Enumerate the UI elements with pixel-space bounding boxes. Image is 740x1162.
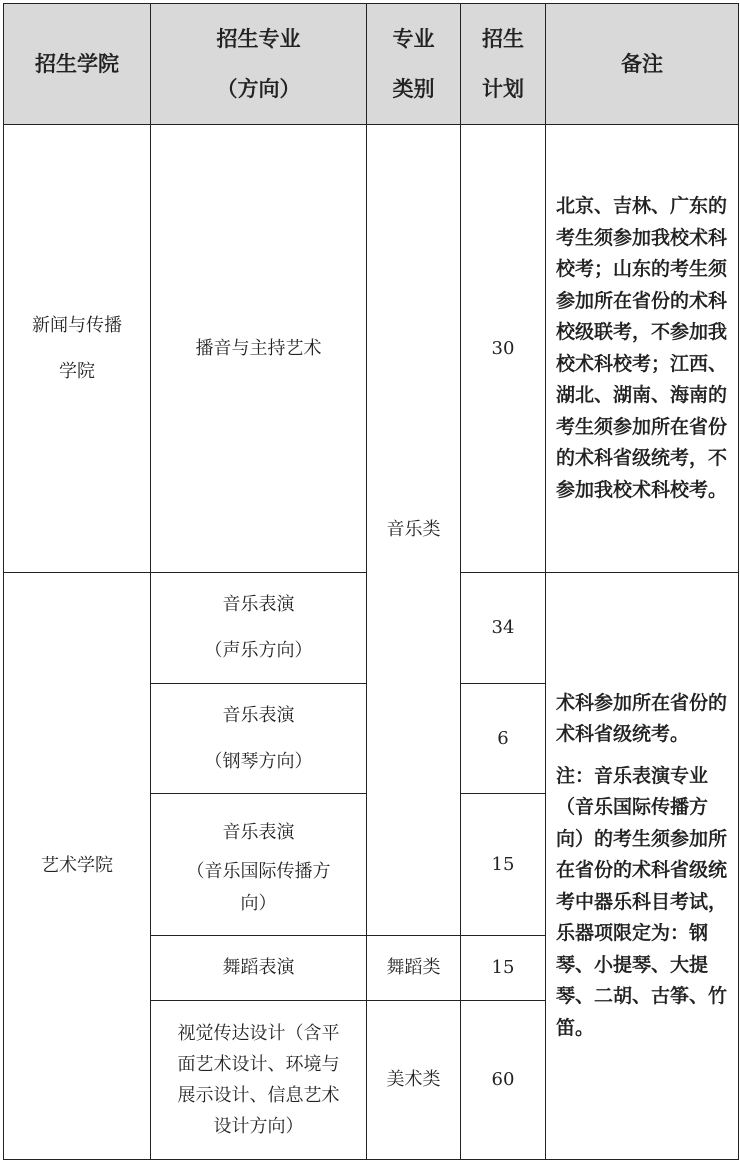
header-row	[4, 4, 739, 125]
major-intl-line3: 向）	[240, 892, 277, 914]
major-intl-line1: 音乐表演	[222, 821, 295, 843]
major-intl-line2: （音乐国际传播方	[186, 860, 331, 882]
major-intl	[151, 794, 367, 936]
table-row	[4, 125, 739, 573]
major-piano	[151, 684, 367, 794]
major-visual	[151, 1001, 367, 1160]
header-plan-line1: 招生	[482, 26, 524, 51]
header-category	[367, 4, 461, 125]
plan-piano: 6	[461, 684, 546, 794]
major-dance: 舞蹈表演	[151, 936, 367, 1001]
header-plan	[461, 4, 546, 125]
header-category-line1: 专业	[392, 26, 435, 51]
category-art: 美术类	[367, 1001, 461, 1160]
header-major	[151, 4, 367, 125]
header-major-line1: 招生专业	[216, 26, 301, 51]
college-news	[4, 125, 151, 573]
major-vocal-line1: 音乐表演	[222, 594, 295, 615]
remark-arts	[546, 573, 739, 1160]
header-category-line2: 类别	[392, 76, 435, 101]
remark-arts-p2: 注：音乐表演专业（音乐国际传播方向）的考生须参加所在省份的术科省级统考中器乐科目考试，乐器项限定为：钢琴、小提琴、大提琴、二胡、古筝、竹笛。	[556, 764, 728, 1039]
major-visual-line4: 设计方向）	[213, 1116, 304, 1137]
plan-visual: 60	[461, 1001, 546, 1160]
plan-broadcasting: 30	[461, 125, 546, 573]
category-dance: 舞蹈类	[367, 936, 461, 1001]
category-music: 音乐类	[367, 125, 461, 936]
plan-vocal: 34	[461, 573, 546, 684]
major-piano-line1: 音乐表演	[222, 704, 295, 726]
remark-arts-p1: 术科参加所在省份的术科省级统考。	[556, 691, 728, 746]
plan-dance: 15	[461, 936, 546, 1001]
college-news-line1: 新闻与传播	[32, 314, 122, 336]
header-remark: 备注	[546, 4, 739, 125]
admissions-table	[3, 3, 739, 1160]
college-news-line2: 学院	[59, 360, 95, 382]
college-arts: 艺术学院	[4, 573, 151, 1160]
major-piano-line2: （钢琴方向）	[204, 750, 313, 772]
remark-news: 北京、吉林、广东的考生须参加我校术科校考；山东的考生须参加所在省份的术科校级联考，不参加我校术科校考；江西、湖北、湖南、海南的考生须参加所在省份的术科省级统考，不参加我校术科校考。	[546, 125, 739, 573]
header-college: 招生学院	[4, 4, 151, 125]
major-vocal	[151, 573, 367, 684]
header-major-line2: （方向）	[216, 76, 301, 101]
plan-intl: 15	[461, 794, 546, 936]
major-broadcasting: 播音与主持艺术	[151, 125, 367, 573]
major-visual-line2: 面艺术设计、环境与	[177, 1054, 340, 1075]
header-plan-line2: 计划	[482, 76, 524, 101]
major-visual-line3: 展示设计、信息艺术	[177, 1085, 340, 1106]
major-vocal-line2: （声乐方向）	[204, 640, 313, 661]
major-visual-line1: 视觉传达设计（含平	[177, 1023, 340, 1044]
